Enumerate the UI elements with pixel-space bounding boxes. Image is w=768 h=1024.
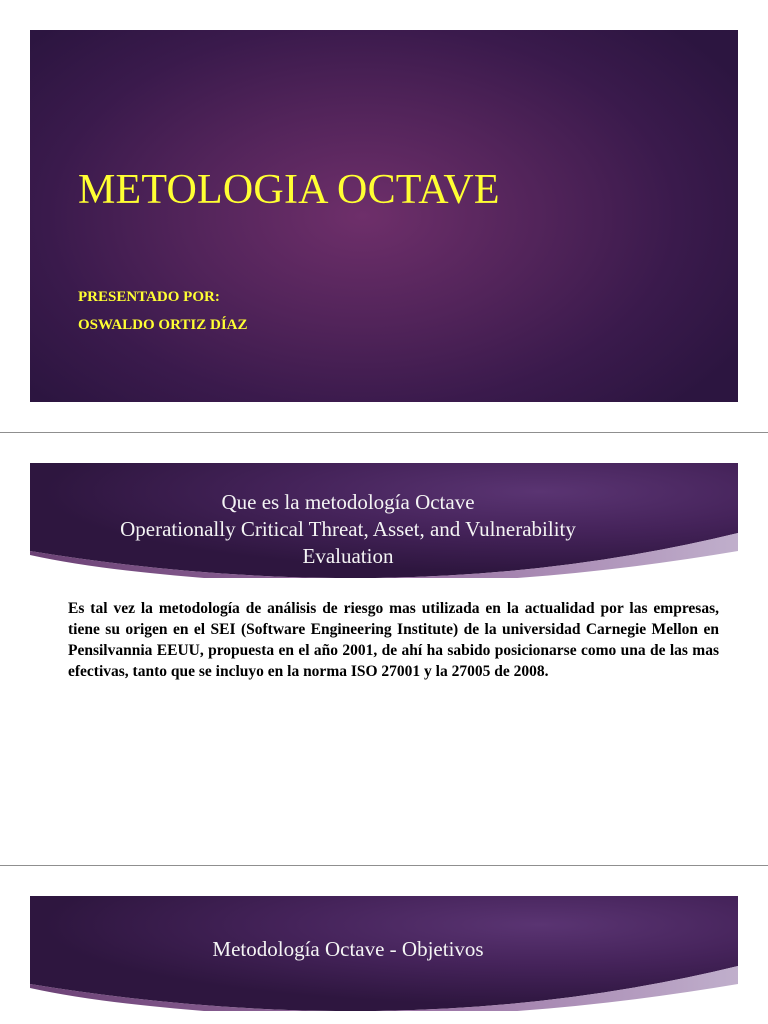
slide2-heading <box>30 489 666 570</box>
slide-divider <box>0 432 768 433</box>
heading-line: Evaluation <box>302 544 394 568</box>
heading-line: Operationally Critical Threat, Asset, and Vulnerability <box>120 517 576 541</box>
slide3-heading: Metodología Octave - Objetivos <box>212 937 484 961</box>
slide-title: METOLOGIA OCTAVE <box>78 167 500 213</box>
slide2-body-text: Es tal vez la metodología de análisis de riesgo mas utilizada en la actualidad por las empresas, tiene su origen en el SEI (Software Engineering Institute) de la universidad Carnegie Mellon en Pensilvannia EEUU, propuesta en el año 2001, de ahí ha sabido posicionarse como una de las mas efectivas, tanto que se incluyo en la norma ISO 27001 y la 27005 de 2008. <box>68 600 719 680</box>
presented-by-label: PRESENTADO POR: <box>78 289 220 305</box>
author-name: OSWALDO ORTIZ DÍAZ <box>78 317 248 333</box>
slide3-banner <box>30 896 738 1011</box>
slide2-banner <box>30 463 738 578</box>
heading-line: Que es la metodología Octave <box>221 490 475 514</box>
slide-divider <box>0 865 768 866</box>
title-slide <box>30 30 738 402</box>
